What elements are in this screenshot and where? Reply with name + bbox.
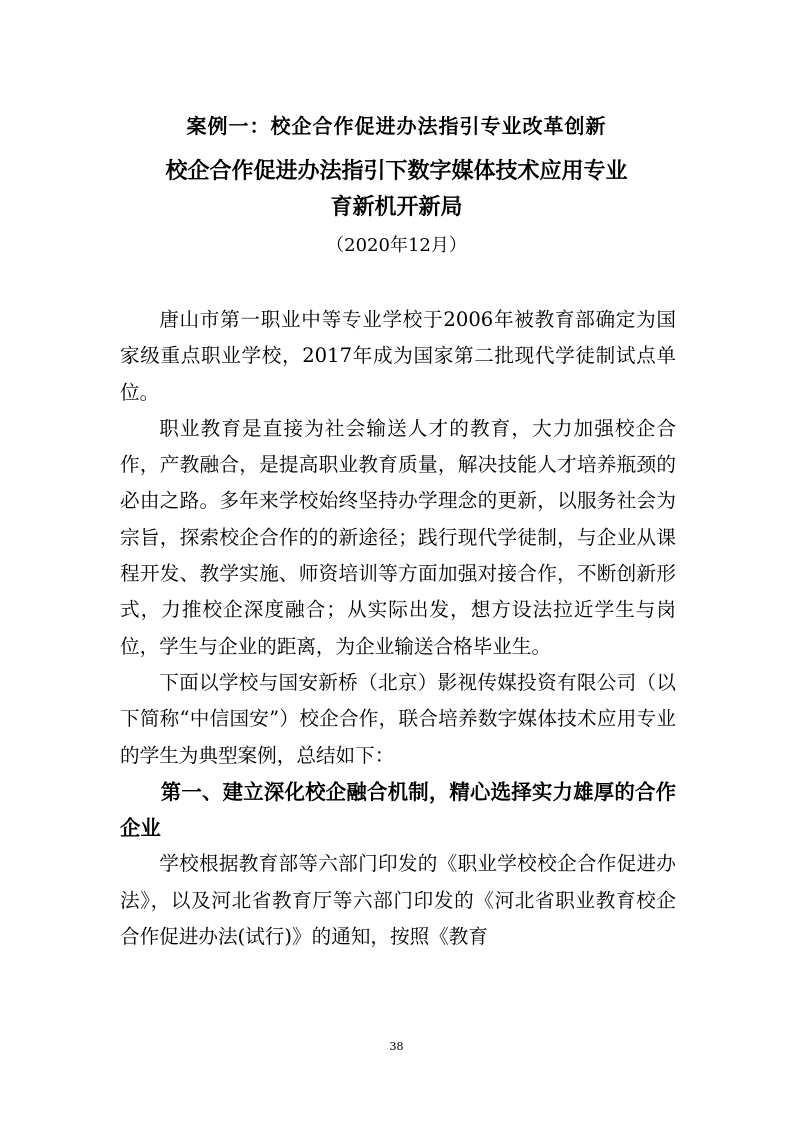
paragraph-vocational-education: 职业教育是直接为社会输送人才的教育，大力加强校企合作，产教融合，是提高职业教育质量，解决技能人才培养瓶颈的必由之路。多年来学校始终坚持办学理念的更新，以服务社会为宗旨，探索校企合作的的新途径；践行现代学徒制，与企业从课程开发、教学实施、师资培训等方面加强对接合作，不断创新形式，力推校企深度融合；从实际出发，想方设法拉近学生与岗位，学生与企业的距离，为企业输送合格毕业生。: [120, 416, 676, 658]
page-number: 38: [389, 1040, 404, 1053]
document-body: [120, 302, 676, 955]
paragraph-case-intro: 下面以学校与国安新桥（北京）影视传媒投资有限公司（以下简称“中信国安”）校企合作，联合培养数字媒体技术应用专业的学生为典型案例，总结如下：: [120, 670, 676, 767]
main-title-line-2: 育新机开新局: [330, 195, 463, 220]
main-title: [0, 154, 793, 226]
case-title: 案例一：校企合作促进办法指引专业改革创新: [186, 114, 607, 138]
paragraph-school-policy: 学校根据教育部等六部门印发的《职业学校校企合作促进办法》，以及河北省教育厅等六部门印发的《河北省职业教育校企合作促进办法(试行)》的通知，按照《教育: [120, 852, 676, 949]
document-date: （2020年12月）: [326, 235, 467, 256]
paragraph-school-intro: 唐山市第一职业中等专业学校于2006年被教育部确定为国家级重点职业学校，2017年成为国家第二批现代学徒制试点单位。: [120, 308, 676, 404]
section-heading: 第一、建立深化校企融合机制，精心选择实力雄厚的合作企业: [120, 779, 676, 841]
main-title-line-1: 校企合作促进办法指引下数字媒体技术应用专业: [165, 159, 628, 184]
